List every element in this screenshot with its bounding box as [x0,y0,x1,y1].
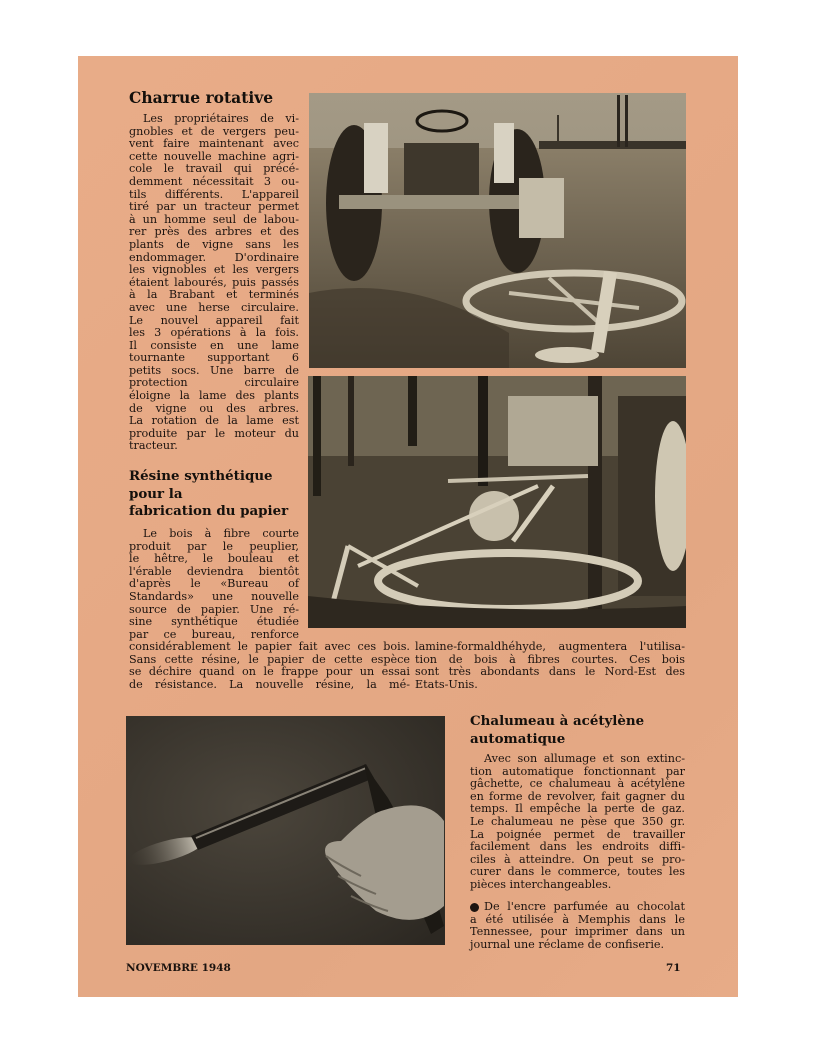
magazine-page [78,56,738,997]
article-title-charrue: Charrue rotative [129,88,274,107]
text-line: petits socs. Une barre de [129,363,299,377]
text-line: par ce bureau, renforce [129,627,299,641]
page-number: 71 [666,962,681,974]
text-line: Il consiste en une lame [129,338,299,352]
title-line: fabrication du papier [129,503,289,519]
text-line: demment nécessitait 3 ou- [129,174,299,188]
text-line: Sans cette résine, le papier de cette espèce [129,652,410,666]
issue-date: NOVEMBRE 1948 [126,962,231,974]
text-line: Avec son allumage et son extinc- [484,752,685,765]
text-line: Les propriétaires de vi- [143,112,299,125]
bullet-icon [470,903,479,912]
text-line: De l'encre parfumée au chocolat [484,900,685,913]
note-chocolate-ink [470,901,685,951]
text-line: étaient labourés, puis passés [129,275,299,289]
text-line: sont très abondants dans le Nord-Est des [415,665,685,679]
article-title-resine [129,468,288,521]
photo-acetylene-torch [126,716,445,945]
text-line: d'après le «Bureau of [129,577,299,591]
text-line: vent faire maintenant avec [129,137,299,151]
text-line: considérablement le papier fait avec ces bois. [129,640,410,653]
text-line: a été utilisée à Memphis dans le [470,912,685,926]
text-line: à la Brabant et terminés [129,288,299,302]
article-body-charrue [129,113,299,453]
article-body-resine-col1 [129,641,410,691]
article-title-chalumeau [470,713,644,748]
text-line: le hêtre, le bouleau et [129,552,299,566]
text-line: pièces interchangeables. [470,877,612,891]
text-line: rer près des arbres et des [129,225,299,239]
text-line: éloigne la lame des plants [129,389,299,403]
text-line: tion de bois à fibres courtes. Ces bois [415,652,685,666]
text-line: journal une réclame de confiserie. [470,937,665,951]
article-body-chalumeau [470,753,685,892]
text-line: gnobles et de vergers peu- [129,124,299,138]
photo-plough-vineyard [308,376,686,628]
title-line: pour la [129,485,183,502]
text-line: avec une herse circulaire. [129,300,299,314]
text-line: Le chalumeau ne pèse que 350 gr. [470,814,685,828]
text-line: plants de vigne sans les [129,237,299,251]
article-body-resine-col2 [415,641,685,691]
title-line: Chalumeau à acétylène [470,713,645,729]
text-line: source de papier. Une ré- [129,602,299,616]
text-line: cole le travail qui précé- [129,162,299,176]
text-line: ciles à atteindre. On peut se pro- [470,852,685,866]
text-line: gâchette, ce chalumeau à acétylène [470,777,685,791]
text-line: en forme de revolver, fait gagner du [470,789,685,803]
text-line: protection circulaire [129,376,299,390]
text-line: Le bois à fibre courte [143,527,299,540]
title-line: Résine synthétique [129,468,273,484]
article-body-resine-narrow [129,528,299,641]
text-line: curer dans le commerce, toutes les [470,865,685,879]
text-line: lamine-formaldhéhyde, augmentera l'utilisa- [415,640,685,653]
text-line: endommager. D'ordinaire [129,250,299,264]
text-line: temps. Il empêche la perte de gaz. [470,802,685,816]
text-line: produite par le moteur du [129,426,299,440]
text-line: de vigne ou des arbres. [129,401,299,415]
text-line: tils différents. L'appareil [129,187,299,201]
text-line: La poignée permet de travailler [470,827,685,841]
text-line: de résistance. La nouvelle résine, la mé- [129,677,410,691]
text-line: l'érable deviendra bientôt [129,564,299,578]
text-line: tournante supportant 6 [129,351,299,365]
text-line: tion automatique fonctionnant par [470,764,685,778]
text-line: Standards» une nouvelle [129,589,299,603]
text-line: Etats-Unis. [415,677,478,691]
text-line: tiré par un tracteur permet [129,200,299,214]
text-line: à un homme seul de labou- [129,212,299,226]
text-line: sine synthétique étudiée [129,615,299,629]
text-line: tracteur. [129,439,178,453]
title-line: automatique [470,730,566,747]
text-line: les 3 opérations à la fois. [129,326,299,340]
text-line: cette nouvelle machine agri- [129,149,299,163]
text-line: Le nouvel appareil fait [129,313,299,327]
text-line: Tennessee, pour imprimer dans un [470,925,685,939]
text-line: se déchire quand on le frappe pour un essai [129,665,410,679]
text-line: produit par le peuplier, [129,539,299,553]
text-line: facilement dans les endroits diffi- [470,840,685,854]
photo-tractor-rotary-plough [309,93,686,368]
text-line: les vignobles et les vergers [129,263,299,277]
text-line: La rotation de la lame est [129,414,299,428]
